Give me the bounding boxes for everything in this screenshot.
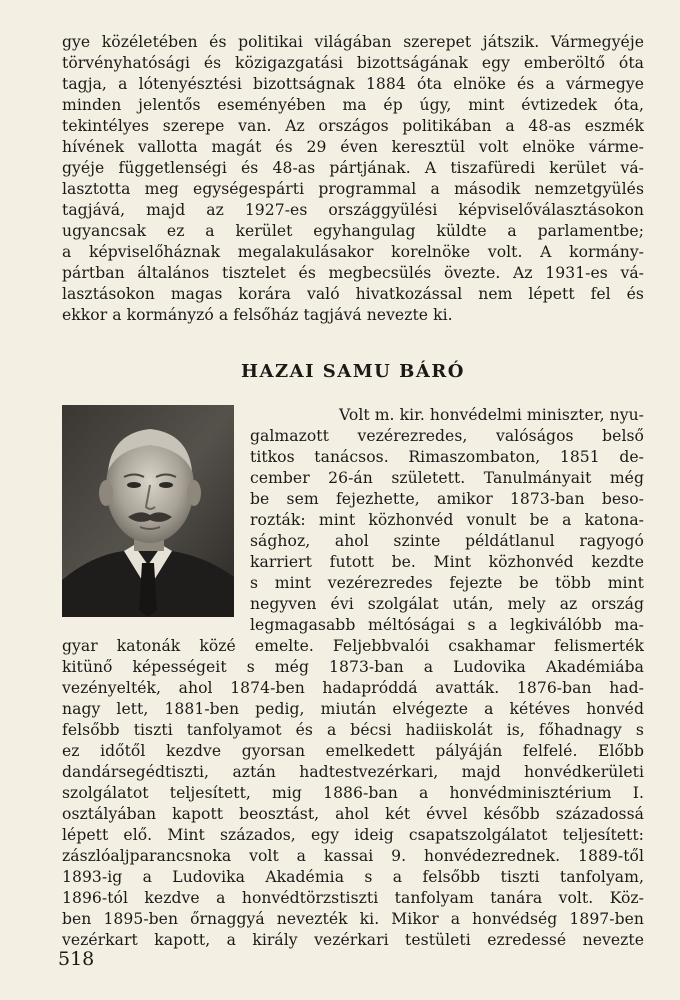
- text-line: gyéje függetlenségi és 48-as pártjának. A tiszafüredi kerület vá-: [62, 159, 644, 177]
- text-line: minden jelentős eseményében ma ép úgy, mint évtizedek óta,: [62, 96, 644, 114]
- text-line: ekkor a kormányzó a felsőház tagjává nevezte ki.: [62, 306, 453, 324]
- text-line: gye közéletében és politikai világában szerepet játszik. Vármegyéje: [62, 33, 644, 51]
- text-line: sághoz, ahol szinte példátlanul ragyogó: [250, 532, 644, 550]
- text-line: rozták: mint közhonvéd vonult be a katona-: [250, 511, 644, 529]
- text-line: galmazott vezérezredes, valóságos belső: [250, 427, 644, 445]
- text-line: vezérkart kapott, a király vezérkari testületi ezredessé nevezte: [62, 931, 644, 949]
- text-line: Volt m. kir. honvédelmi miniszter, nyu-: [339, 406, 644, 424]
- text-line: tagja, a lótenyésztési bizottságnak 1884 óta elnöke és a vármegye: [62, 75, 644, 93]
- text-line: s mint vezérezredes fejezte be több mint: [250, 574, 644, 592]
- text-line: vezényelték, ahol 1874-ben hadapróddá avatták. 1876-ban had-: [62, 679, 644, 697]
- text-line: titkos tanácsos. Rimaszombaton, 1851 de-: [250, 448, 644, 466]
- text-line: dandársegédtiszti, aztán hadtestvezérkari, majd honvédkerületi: [62, 763, 644, 781]
- text-line: törvényhatósági és közigazgatási bizottságának egy emberöltő óta: [62, 54, 644, 72]
- text-line: 1893-ig a Ludovika Akadémia s a felsőbb tiszti tanfolyam,: [62, 868, 644, 886]
- text-line: osztályában kapott beosztást, ahol két évvel később századossá: [62, 805, 644, 823]
- text-line: tagjává, majd az 1927-es országgyülési képviselőválasztásokon: [62, 201, 644, 219]
- text-line: be sem fejezhette, amikor 1873-ban beso-: [250, 490, 644, 508]
- text-line: karriert futott be. Mint közhonvéd kezdte: [250, 553, 644, 571]
- text-line: lasztotta meg egységespárti programmal a második nemzetgyülés: [62, 180, 644, 198]
- text-line: negyven évi szolgálat után, mely az ország: [250, 595, 644, 613]
- text-line: szolgálatot teljesített, mig 1886-ban a honvédminisztérium I.: [62, 784, 644, 802]
- text-line: lépett elő. Mint százados, egy ideig csapatszolgálatot teljesített:: [62, 826, 644, 844]
- text-line: a képviselőháznak megalakulásakor korelnöke volt. A kormány-: [62, 243, 644, 261]
- text-line: lasztásokon magas korára való hivatkozással nem lépett fel és: [62, 285, 644, 303]
- text-line: felsőbb tiszti tanfolyamot és a bécsi hadiiskolát is, főhadnagy s: [62, 721, 644, 739]
- text-line: tekintélyes szerepe van. Az országos politikában a 48-as eszmék: [62, 117, 644, 135]
- page-number: 518: [58, 948, 95, 970]
- text-line: gyar katonák közé emelte. Feljebbvalói csakhamar felismerték: [62, 637, 644, 655]
- portrait-photo: [62, 405, 234, 617]
- text-line: ez időtől kezdve gyorsan emelkedett pályáján felfelé. Előbb: [62, 742, 644, 760]
- text-line: hívének vallotta magát és 29 éven keresztül volt elnöke várme-: [62, 138, 644, 156]
- text-line: cember 26-án született. Tanulmányait még: [250, 469, 644, 487]
- text-line: ben 1895-ben őrnaggyá nevezték ki. Mikor a honvédség 1897-ben: [62, 910, 644, 928]
- text-line: ugyancsak ez a kerület egyhangulag küldte a parlamentbe;: [62, 222, 644, 240]
- text-line: pártban általános tisztelet és megbecsülés övezte. Az 1931-es vá-: [62, 264, 644, 282]
- text-line: kitünő képességeit s még 1873-ban a Ludovika Akadémiába: [62, 658, 644, 676]
- text-line: zászlóaljparancsnoka volt a kassai 9. honvédezrednek. 1889-től: [62, 847, 644, 865]
- text-line: legmagasabb méltóságai s a legkiválóbb ma-: [250, 616, 644, 634]
- text-line: 1896-tól kezdve a honvédtörzstiszti tanfolyam tanára volt. Köz-: [62, 889, 644, 907]
- section-heading: HAZAI SAMU BÁRÓ: [241, 361, 465, 382]
- text-line: nagy lett, 1881-ben pedig, miután elvégezte a kétéves honvéd: [62, 700, 644, 718]
